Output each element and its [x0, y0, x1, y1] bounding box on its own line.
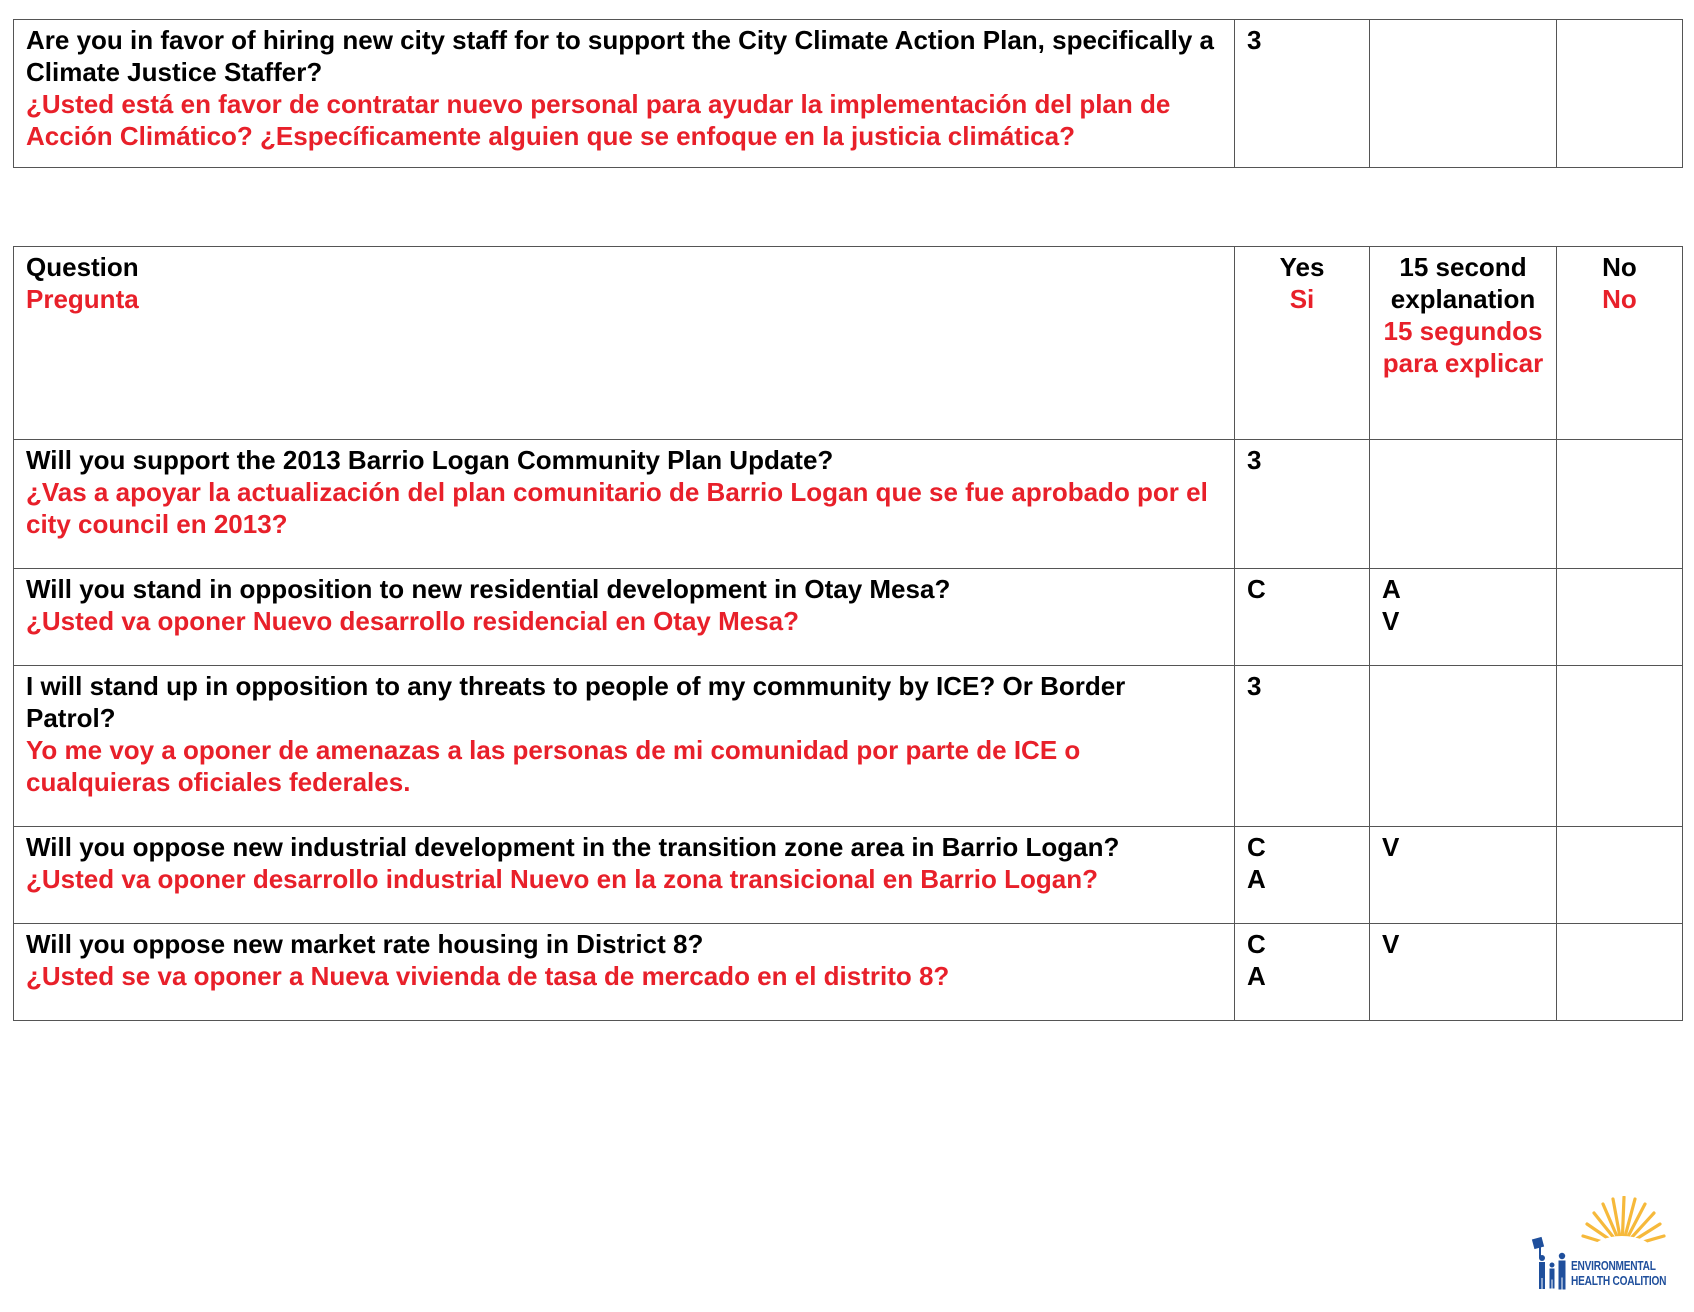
- table-row: [14, 440, 1683, 569]
- question-spanish: Yo me voy a oponer de amenazas a las personas de mi comunidad por parte de ICE o cualquieras oficiales federales.: [26, 735, 1081, 797]
- table-header-row: [14, 247, 1683, 440]
- question-spanish: ¿Usted va oponer Nuevo desarrollo residencial en Otay Mesa?: [26, 606, 800, 636]
- question-english: Are you in favor of hiring new city staff for to support the City Climate Action Plan, specifically a Climate Justice Staffer?: [26, 25, 1215, 87]
- question-spanish: ¿Vas a apoyar la actualización del plan comunitario de Barrio Logan que se fue aprobado por el city council en 2013?: [26, 477, 1208, 539]
- question-english: I will stand up in opposition to any threats to people of my community by ICE? Or Border Patrol?: [26, 671, 1126, 733]
- question-cell: [14, 440, 1235, 569]
- explanation-cell: [1370, 666, 1557, 827]
- explanation-cell: [1370, 440, 1557, 569]
- table-row: [14, 924, 1683, 1021]
- no-cell: [1557, 20, 1683, 168]
- logo-text: [1571, 1258, 1666, 1288]
- yes-answer: 3: [1247, 671, 1262, 701]
- question-cell: [14, 569, 1235, 666]
- header-yes-spanish: Si: [1289, 284, 1315, 314]
- question-spanish: ¿Usted se va oponer a Nueva vivienda de tasa de mercado en el distrito 8?: [26, 961, 950, 991]
- question-spanish: ¿Usted está en favor de contratar nuevo personal para ayudar la implementación del plan de Acción Climático? ¿Específicamente alguien que se enfoque en la justicia climática?: [26, 89, 1171, 151]
- yes-cell: [1235, 666, 1370, 827]
- top-question-table: [13, 19, 1683, 168]
- no-cell: [1557, 666, 1683, 827]
- yes-answer: C: [1247, 832, 1266, 862]
- header-explanation-cell: [1370, 247, 1557, 440]
- header-yes-cell: [1235, 247, 1370, 440]
- questionnaire-table: [13, 246, 1683, 1021]
- no-cell: [1557, 569, 1683, 666]
- question-english: Will you support the 2013 Barrio Logan Community Plan Update?: [26, 445, 834, 475]
- no-cell: [1557, 440, 1683, 569]
- yes-cell: [1235, 440, 1370, 569]
- header-no-spanish: No: [1602, 284, 1637, 314]
- header-question-spanish: Pregunta: [26, 284, 139, 314]
- yes-answer: 3: [1247, 445, 1262, 475]
- header-explanation-english: 15 second explanation: [1390, 252, 1536, 314]
- explanation-cell: [1370, 827, 1557, 924]
- question-spanish: ¿Usted va oponer desarrollo industrial Nuevo en la zona transicional en Barrio Logan?: [26, 864, 1098, 894]
- explanation-answer: A: [1382, 574, 1401, 604]
- yes-answer: C: [1247, 574, 1266, 604]
- no-cell: [1557, 924, 1683, 1021]
- question-cell: [14, 827, 1235, 924]
- explanation-answer: V: [1382, 832, 1400, 862]
- header-question-english: Question: [26, 252, 139, 282]
- question-cell: [14, 924, 1235, 1021]
- header-explanation-spanish: 15 segundos para explicar: [1382, 316, 1544, 378]
- no-cell: [1557, 827, 1683, 924]
- table-row: [14, 20, 1683, 168]
- logo-line-1: ENVIRONMENTAL: [1571, 1258, 1656, 1273]
- yes-answer: C: [1247, 929, 1266, 959]
- table-row: [14, 569, 1683, 666]
- yes-cell: [1235, 20, 1370, 168]
- header-yes-english: Yes: [1279, 252, 1325, 282]
- yes-cell: [1235, 569, 1370, 666]
- header-no-cell: [1557, 247, 1683, 440]
- yes-cell: [1235, 924, 1370, 1021]
- question-cell: [14, 666, 1235, 827]
- yes-cell: [1235, 827, 1370, 924]
- explanation-cell: [1370, 20, 1557, 168]
- yes-answer: A: [1247, 961, 1266, 991]
- question-english: Will you oppose new market rate housing in District 8?: [26, 929, 704, 959]
- environmental-health-coalition-logo: [1527, 1196, 1677, 1296]
- table-row: [14, 827, 1683, 924]
- question-english: Will you oppose new industrial development in the transition zone area in Barrio Logan?: [26, 832, 1120, 862]
- table-row: [14, 666, 1683, 827]
- yes-answer: 3: [1247, 25, 1262, 55]
- header-question-cell: [14, 247, 1235, 440]
- explanation-answer: V: [1382, 929, 1400, 959]
- explanation-answer: V: [1382, 606, 1400, 636]
- yes-answer: A: [1247, 864, 1266, 894]
- question-english: Will you stand in opposition to new residential development in Otay Mesa?: [26, 574, 951, 604]
- explanation-cell: [1370, 569, 1557, 666]
- explanation-cell: [1370, 924, 1557, 1021]
- header-no-english: No: [1602, 252, 1637, 282]
- question-cell: [14, 20, 1235, 168]
- logo-line-2: HEALTH COALITION: [1571, 1273, 1667, 1288]
